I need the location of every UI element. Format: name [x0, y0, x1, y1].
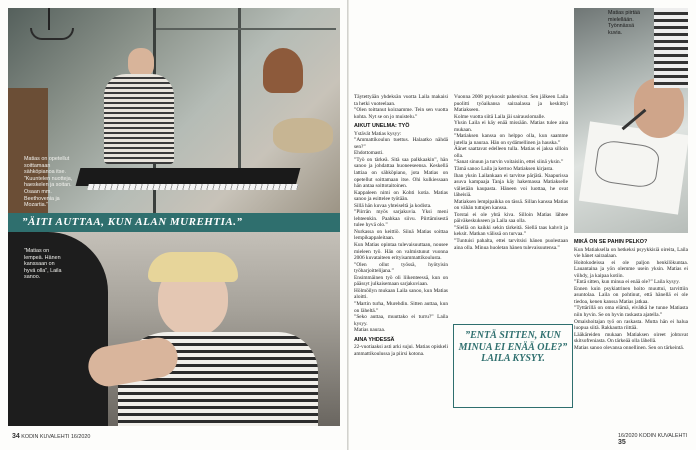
paragraph: Kun Matias opintaa tulevaisuuttaan, nousee mieleen työ. Hän on valmistunut vuonna 2006 kuvataiteen erityisammattikoulusta.	[354, 242, 448, 262]
caption-piano: Matias on opetellut soittamaan sähköpianoa itse. ”Kuuntelen nuotteja, haeskelen ja soitan. Osaan mm. Beethovenia ja Mozartia.”	[24, 156, 73, 209]
paragraph: Nurkassa on keittiö. Siinä Matias soittaa lempikappaleitaan.	[354, 228, 448, 242]
paragraph: Ehdottomasti.	[354, 150, 384, 157]
paragraph: Lääkäreiden mukaan Matiaksen oireet johtuvat skitsofreniasta. On tärkeää olla lähellä.	[574, 331, 688, 345]
paragraph: Hölmöilyn mukaan Laila sanoo, kun Matias aloitti.	[354, 287, 448, 301]
paragraph: Kun Matiaksella on hetkeksi psyykkisiä oireita, Laila vie hänet sairaalaan.	[574, 246, 688, 260]
footer-right	[618, 433, 696, 446]
paragraph: ”Olen ollut työssä, hyötyisin työharjoittelijana.”	[354, 261, 448, 275]
paragraph: ”Ammattikoulun tuettus. Halaatko nähdä sen?”	[354, 137, 448, 150]
paragraph: Sillä hän kuvaa yhteiseltä ja kodista.	[354, 202, 432, 209]
caption-hug: ”Matias on lempeä. Hänen kanssaan on hyvä olla”, Laila sanoo.	[24, 248, 62, 281]
page-gutter	[347, 0, 349, 450]
issue-right: 16/2020	[618, 433, 638, 439]
paragraph: Kappaleen nimi on Kohti kotia. Matias sanoo ja esittelee työtään.	[354, 189, 448, 203]
article-column-3	[574, 236, 688, 426]
paragraph: Yksin Laila ei käy enää missään. Matias tulee aina mukaan.	[454, 120, 568, 133]
page-number-right: 35	[618, 439, 626, 446]
caption-drawing: Matias piirtää mielellään. Työnnässä kuvia.	[608, 10, 641, 36]
paragraph: Täytettyään yhdeksän vuotta Laila makaisi ta hetki vuoteelaan.	[354, 94, 448, 107]
paragraph: Äänet saattavat edelleen tulla. Matias ei jaksa silloin olla.	[454, 146, 568, 159]
paragraph: Hoitokodeissa ei ole paljon henkilökuntaa. Lauantaina ja yön olemme usein yksin. Matias ei viihdy, ja kaipaa kotiin.	[574, 259, 688, 279]
paragraph: ”Piirrän myös sarjakuvia. Yksi meni lehteenkin. Paahkaa siivu. Piirtämisestä tulee hyvä olo.”	[354, 209, 448, 229]
paragraph: ”Sanat sinuun ja turvin voitaisiin, ettei siinä yksin.”	[454, 159, 564, 166]
article-column-2	[454, 94, 568, 322]
paragraph: 22-vuotiaaksi asti arki sujui. Matias opiskeli ammattikoulussa ja piirsi kotona.	[354, 344, 448, 357]
headline: ”ÄITI AUTTAA, KUN ALAN MUREHTIA.”	[22, 216, 243, 228]
paragraph: Matias sanoo olevansa onnellinen. Sen on tärkeintä.	[574, 344, 685, 351]
paragraph: Ihan yksin Lailankaan ei tarvitse pärjätä. Naapurissa asuva kampaaja Tanja käy hakemassa Matiakselle välietään kaupasta. Häneen voi luottaa, he ovat läheisiä.	[454, 172, 568, 199]
paragraph: ”Tuntuisi pahalta, ettei tarvitsisi hänen puolestaan aina olla. Minua huoletan hänen tulevaisuutensa.”	[454, 238, 568, 251]
magazine-name-left: KODIN KUVALEHTI	[21, 434, 70, 440]
paragraph: Tämä sanoo Laila ja kertoo Matiaksen kirjasta.	[454, 166, 554, 173]
paragraph: Vuonna 2008 psykoosit pahenivat. Sen jälkeen Laila puolitti työaikansa sairaalassa ja keskittyi Matiakseen.	[454, 94, 568, 114]
paragraph: Ystävät Matias kysyy:	[354, 130, 402, 137]
magazine-name-right: KODIN KUVALEHTI	[639, 433, 688, 439]
paragraph: Matias nauraa.	[354, 327, 386, 334]
paragraph: ”Matiaksen kanssa on helppo olla, kun saamme jutella ja nauraa. Hän on sydämellinen ja hauska.”	[454, 133, 568, 146]
paragraph: ”Olen toittanut koiraamme. Tein sen vuotta kohta. Nyt se on jo muistelu.”	[354, 107, 448, 120]
paragraph: ”Tyttärillä on oma elämä, eivätkä he tunne Matiasta niin hyvin. Se on hyvin raskasta ajatella.”	[574, 305, 688, 319]
paragraph: ”Entä sitten, kun minua ei enää ole?” Laila kysyy.	[574, 279, 680, 286]
subheading: AIKUT UNELMA: TYÖ	[354, 123, 410, 130]
paragraph: Kolme vuotta siitä Laila jäi sairauslomalle.	[454, 113, 546, 120]
photo-drawing-hand	[574, 8, 688, 233]
paragraph: Matiaksen lempipaikka on tässä. Sillan kanssa Matias on vähän tuttujen kanssa.	[454, 198, 568, 212]
subheading: AINA YHDESSÄ	[354, 336, 395, 343]
paragraph: Omaishoitajan työ on raskasta. Mutta hän ei halua luopua siitä. Rakkautta riittää.	[574, 318, 688, 332]
paragraph: ”Seko auttaa, muuttako ei turru?” Laila kysyy.	[354, 314, 448, 327]
paragraph: Torstai ei ole yhtä kiva. Silloin Matias lähtee päiväkeskukseen ja Laila saa olla.	[454, 211, 568, 225]
paragraph: Ennen kuin psykiatrinen hoito muuttui, tarvittiin asuntolaa. Laila on pohtinut, että hänellä ei ole tiedoa, kenen kanssa Matias jatkaa.	[574, 285, 688, 305]
page-number-left: 34	[12, 433, 20, 440]
subheading: MIKÄ ON SE PAHIN PELKO?	[574, 239, 648, 245]
issue-left: 16/2020	[70, 434, 91, 440]
paragraph: ”Siellä on kaikki sekin tärkeitä. Siellä taas kahvit ja keksit. Matkan välissä on turvaa.”	[454, 224, 568, 238]
article-column-1	[354, 94, 448, 426]
paragraph: Ensimmäinen työ oli liikenteessä, kun on päässyt julkaisemaan sarjakuviaan.	[354, 274, 448, 288]
paragraph: ”Työ on tärkeä. Sitä saa palkkaakin”, hän sanoo ja johdattaa huoneeseensa. Keskellä lattiaa on sähköpiano, jota Matias on opetellut soittamaan itse. Ohi kulkiessaan hän antaa soittotaitoinen.	[354, 156, 448, 190]
pullquote: ”ENTÄ SITTEN, KUN MINUA EI ENÄÄ OLE?” LAILA KYSYY.	[458, 330, 568, 364]
footer-left	[12, 433, 90, 440]
paragraph: ”Martin turha, Murehdin. Sitten auttaa, kun on läheltä.”	[354, 300, 448, 314]
